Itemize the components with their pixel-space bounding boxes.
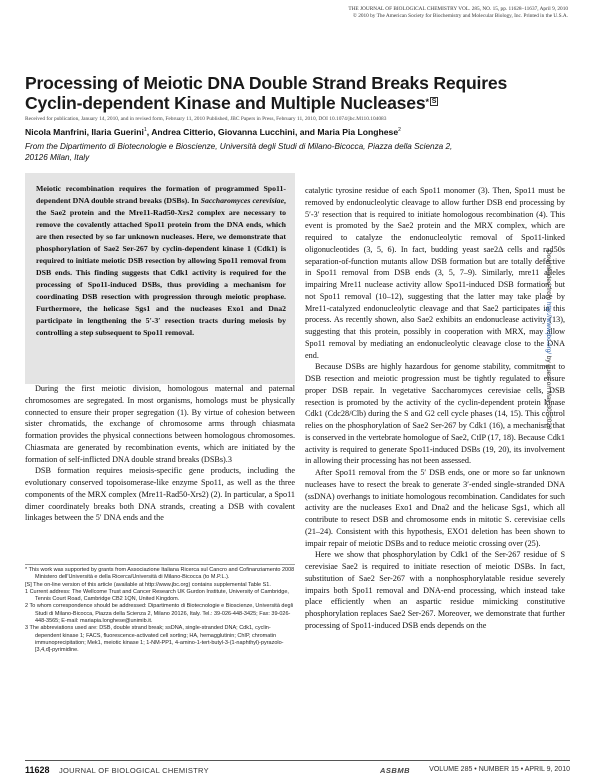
body-paragraph: DSB formation requires meiosis-specific gene products, including the evolutionary conserved topoisomerase-like enzyme Spo11, as well as the three components of the MRX complex (Mre11-Rad50-Xrs2) (2). In particular, a Spo11 dimer coordinately breaks both DNA strands, creating a DSB with covalent linkages between the 5′ DNA ends and the xyxy=(25,466,295,523)
author-footnote-mark[interactable]: 2 xyxy=(398,127,401,134)
download-side-note: Downloaded from http://www.jbc.org/ by guest on May 30, 2020 xyxy=(545,250,552,430)
footnote: 1 Current address: The Wellcome Trust and Cancer Research UK Gurdon Institute, University of Cambridge, Tennis Court Road, Cambridge CB2 1QN, United Kingdom. xyxy=(25,588,289,603)
author-name[interactable]: Nicola Manfrini xyxy=(25,127,87,137)
footer-divider xyxy=(25,760,570,761)
page-footer xyxy=(25,765,570,779)
author-list: Nicola Manfrini, Ilaria Guerini$^1$, Andrea Citterio, Giovanna Lucchini, and Maria Pia Longhese$^2$ xyxy=(25,127,401,137)
author-footnote-mark[interactable]: 1 xyxy=(143,127,147,134)
footnote: * This work was supported by grants from Associazione Italiana Ricerca sul Cancro and Cofinanziamento 2008 Ministero dell'Università e della Ricerca/Università di Milano-Bicocca (to M.P.L.). xyxy=(25,567,295,581)
author-name[interactable]: Ilaria Guerini xyxy=(91,127,144,137)
author-name[interactable]: Maria Pia Longhese xyxy=(317,127,399,137)
footnotes xyxy=(25,567,295,655)
title-footnote-mark[interactable]: * xyxy=(425,97,429,107)
body-column-right xyxy=(305,185,565,632)
received-dates: Received for publication, January 14, 2010, and in revised form, February 11, 2010 Published, JBC Papers in Press, February 11, 2010, DOI 10.1074/jbc.M110.104083 xyxy=(25,116,387,122)
footnote: 2 To whom correspondence should be addressed: Dipartimento di Biotecnologie e Bioscienze, Università degli Studi di Milano-Bicocca, Piazza della Scienza 2, Milano 20126, Italy. Tel.: 39-026-448-3425; Fax: 39-026-448-3565; E-mail: mariapia.longhese@unimib.it. xyxy=(25,603,294,625)
footnote-divider xyxy=(25,564,295,565)
footnote[interactable]: [S] The on-line version of this article (available at http://www.jbc.org) contains supplemental Table S1. xyxy=(25,581,271,588)
running-head-copyright: © 2010 by The American Society for Biochemistry and Molecular Biology, Inc. Printed in the U.S.A. xyxy=(352,13,568,19)
running-head-citation: THE JOURNAL OF BIOLOGICAL CHEMISTRY VOL. 285, NO. 15, pp. 11628–11637, April 9, 2010 xyxy=(348,6,568,12)
body-paragraph: During the first meiotic division, homologous maternal and paternal chromosomes are segregated. In most organisms, homologs must be physically connected to ensure their proper segregation (1). By virtue of cohesion between sister chromatids, the exchange of chromosome arms through chiasmata formation provides the physical connections between homologous chromosomes. Chiasmata are generated by recombination events, which are initiated by the formation of self-inflicted DNA double strand breaks (DSBs).3 xyxy=(25,384,295,464)
body-paragraph: After Spo11 removal from the 5′ DSB ends, one or more so far unknown nucleases have to resect the break to generate 3′-ended single-stranded DNA (ssDNA) overhangs to initiate homologous recombination. Candidates for such activity are the nucleases Exo1 and Dna2 and the helicase Sgs1, which all contribute to resect DSB and chromosome ends in mitotic S. cerevisiae cells (21–24). Consistent with this hypothesis, EXO1 deletion has been shown to impair repair of meiotic DSBs and to reduce meiotic crossing over (25). xyxy=(305,468,565,548)
supplemental-data-icon[interactable]: S xyxy=(431,98,437,105)
running-head xyxy=(238,6,568,20)
body-paragraph: Because DSBs are highly hazardous for genome stability, commitment to DSB resection and meiotic progression must be tightly regulated to ensure proper DSB repair. In vegetative Saccharomyces cerevisiae cells, DSB resection is promoted by the activity of the cyclin-dependent protein kinase Cdk1 (Cdc28/Clb) during the S and G2 cell cycle phases (14, 15). This control relies on the phosphorylation of Sae2 Ser-267 by Cdk1 (16), a mechanism that is conserved in the vertebrate homologue of Sae2, CtIP (17, 18). Because Cdk1 activity is required to generate Spo11-induced DSBs (19, 20), its involvement in allowing their processing has not been assessed. xyxy=(305,362,565,466)
jbc-link[interactable]: http://www.jbc.org/ xyxy=(545,301,552,355)
body-paragraph: catalytic tyrosine residue of each Spo11 monomer (3). Then, Spo11 must be removed by endonucleolytic cleavage to allow further DSB end processing by 5′-3′ resection that is required to initiate homologous recombination (4). This event is promoted by the Sae2 protein and the MRX complex, which are required to catalyze the endonucleolytic removal of Spo11-linked oligonucleotides (3, 5, 6). In fact, budding yeast sae2Δ cells and rad50s separation-of-function mutants allow DSB formation but are totally defective in Spo11 removal from DSB ends (3, 5, 7–9). Similarly, mre11 alleles impairing Mre11 nuclease activity allow Spo11-induced DSB formation, but not Spo11 removal (10–12), suggesting that the latter may take place by Mre11-catalyzed endonucleolytic cleavage and that Sae2 participates in this process. As recently shown, also Sae2 exhibits an endonuclease activity (13), suggesting that this protein, possibly in cooperation with MRX, may allow Spo11 removal by mediating an endonucleolytic cleavage close to the DNA end. xyxy=(305,186,565,360)
affiliation: From the Dipartimento di Biotecnologie e Bioscienze, Università degli Studi di Milano-Bicocca, Piazza della Scienza 2, 20126 Milan, Italy xyxy=(25,142,453,162)
species-name: Saccharomyces cerevisiae xyxy=(200,196,285,205)
footer-volume: VOLUME 285 • NUMBER 15 • APRIL 9, 2010 xyxy=(429,766,570,773)
abstract: Meiotic recombination requires the formation of programmed Spo11-dependent DNA double strand breaks (DSBs). In Saccharomyces cerevisiae, the Sae2 protein and the Mre11-Rad50-Xrs2 complex are necessary to remove the covalently attached Spo11 protein from the DNA ends, which are then resected by so far unknown nucleases. Here, we demonstrate that phosphorylation of Sae2 Ser-267 by cyclin-dependent kinase 1 (Cdk1) is required to initiate meiotic DSB resection by allowing Spo11 removal from DSB ends. This finding suggests that Cdk1 activity is required for the processing of Spo11-induced DSBs, thus providing a mechanism for coordinating DSB resection with progression through meiotic prophase. Furthermore, the helicase Sgs1 and the nucleases Exo1 and Dna2 participate in lengthening the 5′-3′ resection tracts during meiosis by controlling a step subsequent to Spo11 removal. xyxy=(36,184,286,337)
body-column-left xyxy=(25,383,295,524)
asbmb-logo: ASBMB xyxy=(380,766,410,775)
author-name[interactable]: Giovanna Lucchini xyxy=(218,127,295,137)
article-title xyxy=(25,73,545,113)
author-name[interactable]: Andrea Citterio xyxy=(151,127,214,137)
footnote: 3 The abbreviations used are: DSB, double strand break; ssDNA, single-stranded DNA; Cdk1, cyclin-dependent kinase 1; FACS, fluorescence-activated cell sorting; HA, hemagglutinin; ChIP, chromatin immunoprecipitation; Mek1, meiotic kinase 1; 1-NM-PP1, 4-amino-1-tert-butyl-3-(1-naphthyl)-pyrazolo-[3,4,d]-pyrimidine. xyxy=(25,625,284,654)
body-paragraph: Here we show that phosphorylation by Cdk1 of the Ser-267 residue of S cerevisiae Sae2 is required to initiate resection of meiotic DSBs. In fact, substitution of Sae2 Ser-267 with a nonphosphorylatable residue severely impairs both Spo11 removal and DNA-end processing, which instead take place efficiently when an aspartic residue mimicking constitutive phosphorylation replaces Sae2 Ser-267. Moreover, we demonstrate that further processing of Spo11-induced DSB ends depends on the xyxy=(305,550,565,630)
page-number: 11628 xyxy=(25,765,50,775)
footer-journal-name: JOURNAL OF BIOLOGICAL CHEMISTRY xyxy=(59,766,209,775)
title-text: Processing of Meiotic DNA Double Strand Breaks Requires Cyclin-dependent Kinase and Multiple Nucleases xyxy=(25,73,508,113)
